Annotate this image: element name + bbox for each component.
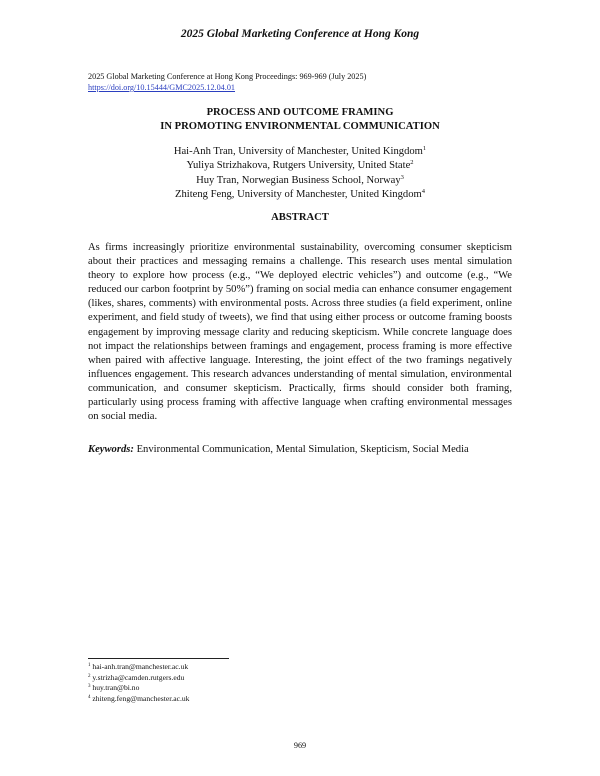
author-affiliation: Huy Tran, Norwegian Business School, Norway (196, 174, 401, 186)
footnote-item (88, 694, 189, 705)
footnote-mark: 4 (88, 694, 91, 700)
author-line (0, 174, 600, 188)
footnote-mark: 1 (88, 663, 91, 668)
proceedings-info (88, 71, 366, 93)
footnote-mark: 3 (88, 684, 91, 690)
running-header: 2025 Global Marketing Conference at Hong Kong (180, 28, 420, 40)
footnote-email: zhiteng.feng@manchester.ac.uk (92, 693, 190, 703)
footnote-divider (88, 658, 229, 659)
footnote-item (88, 673, 189, 684)
abstract-body: As firms increasingly prioritize environmental sustainability, overcoming consumer skepticism about their practices and messaging remains a challenge. This research uses mental simulation theory to explore how process (e.g., “We deployed electric vehicles”) and outcome (e.g., “We reduced our carbon footprint by 50%”) framing on social media can enhance consumer engagement (likes, shares, comments) with environmental posts. Across three studies (a field experiment, online experiment, and field study of tweets), we find that using either process or outcome framing boosts engagement by improving message clarity and reducing skepticism. While concrete language does not impact the relationships between framings and engagement, process framing is more effective when paired with affective language. Interesting, the joint effect of the two framings negatively influences engagement. This research advances understanding of mental simulation, environmental communication, and consumer skepticism. Practically, firms should consider both framing, particularly using process framing with affective language when crafting environmental messages on social media. (88, 242, 512, 423)
author-affiliation: Zhiteng Feng, University of Manchester, United Kingdom (175, 188, 422, 200)
footnote-mark: 1 (422, 145, 427, 152)
keywords-text: Environmental Communication, Mental Simulation, Skepticism, Social Media (136, 444, 469, 455)
author-affiliation: Yuliya Strizhakova, Rutgers University, United State (186, 160, 411, 172)
footnote-mark: 4 (421, 187, 425, 195)
author-list (0, 145, 600, 202)
title-line-1: PROCESS AND OUTCOME FRAMING (206, 107, 394, 118)
title-line-2: IN PROMOTING ENVIRONMENTAL COMMUNICATION (160, 121, 440, 132)
proceedings-line: 2025 Global Marketing Conference at Hong Kong Proceedings: 969-969 (July 2025) (88, 72, 367, 81)
keywords-line (88, 443, 518, 457)
author-line (0, 188, 600, 202)
footnote-item (88, 662, 189, 673)
footnote-item (88, 683, 189, 694)
footnote-email: huy.tran@bi.no (92, 683, 140, 693)
footnote-email: hai-anh.tran@manchester.ac.uk (92, 662, 189, 671)
footnote-mark: 3 (400, 173, 404, 181)
paper-title (0, 106, 600, 134)
author-line (0, 159, 600, 173)
footnotes (88, 662, 189, 704)
footnote-mark: 2 (88, 673, 91, 679)
abstract-heading: ABSTRACT (271, 212, 329, 223)
page-number: 969 (293, 741, 307, 750)
footnote-mark: 2 (410, 159, 414, 167)
author-line (0, 145, 600, 159)
author-affiliation: Hai-Anh Tran, University of Manchester, United Kingdom (173, 146, 423, 157)
footnote-email: y.strizha@camden.rutgers.edu (92, 672, 185, 682)
keywords-label: Keywords: (88, 444, 134, 455)
doi-link[interactable]: https://doi.org/10.15444/GMC2025.12.04.01 (88, 83, 236, 92)
